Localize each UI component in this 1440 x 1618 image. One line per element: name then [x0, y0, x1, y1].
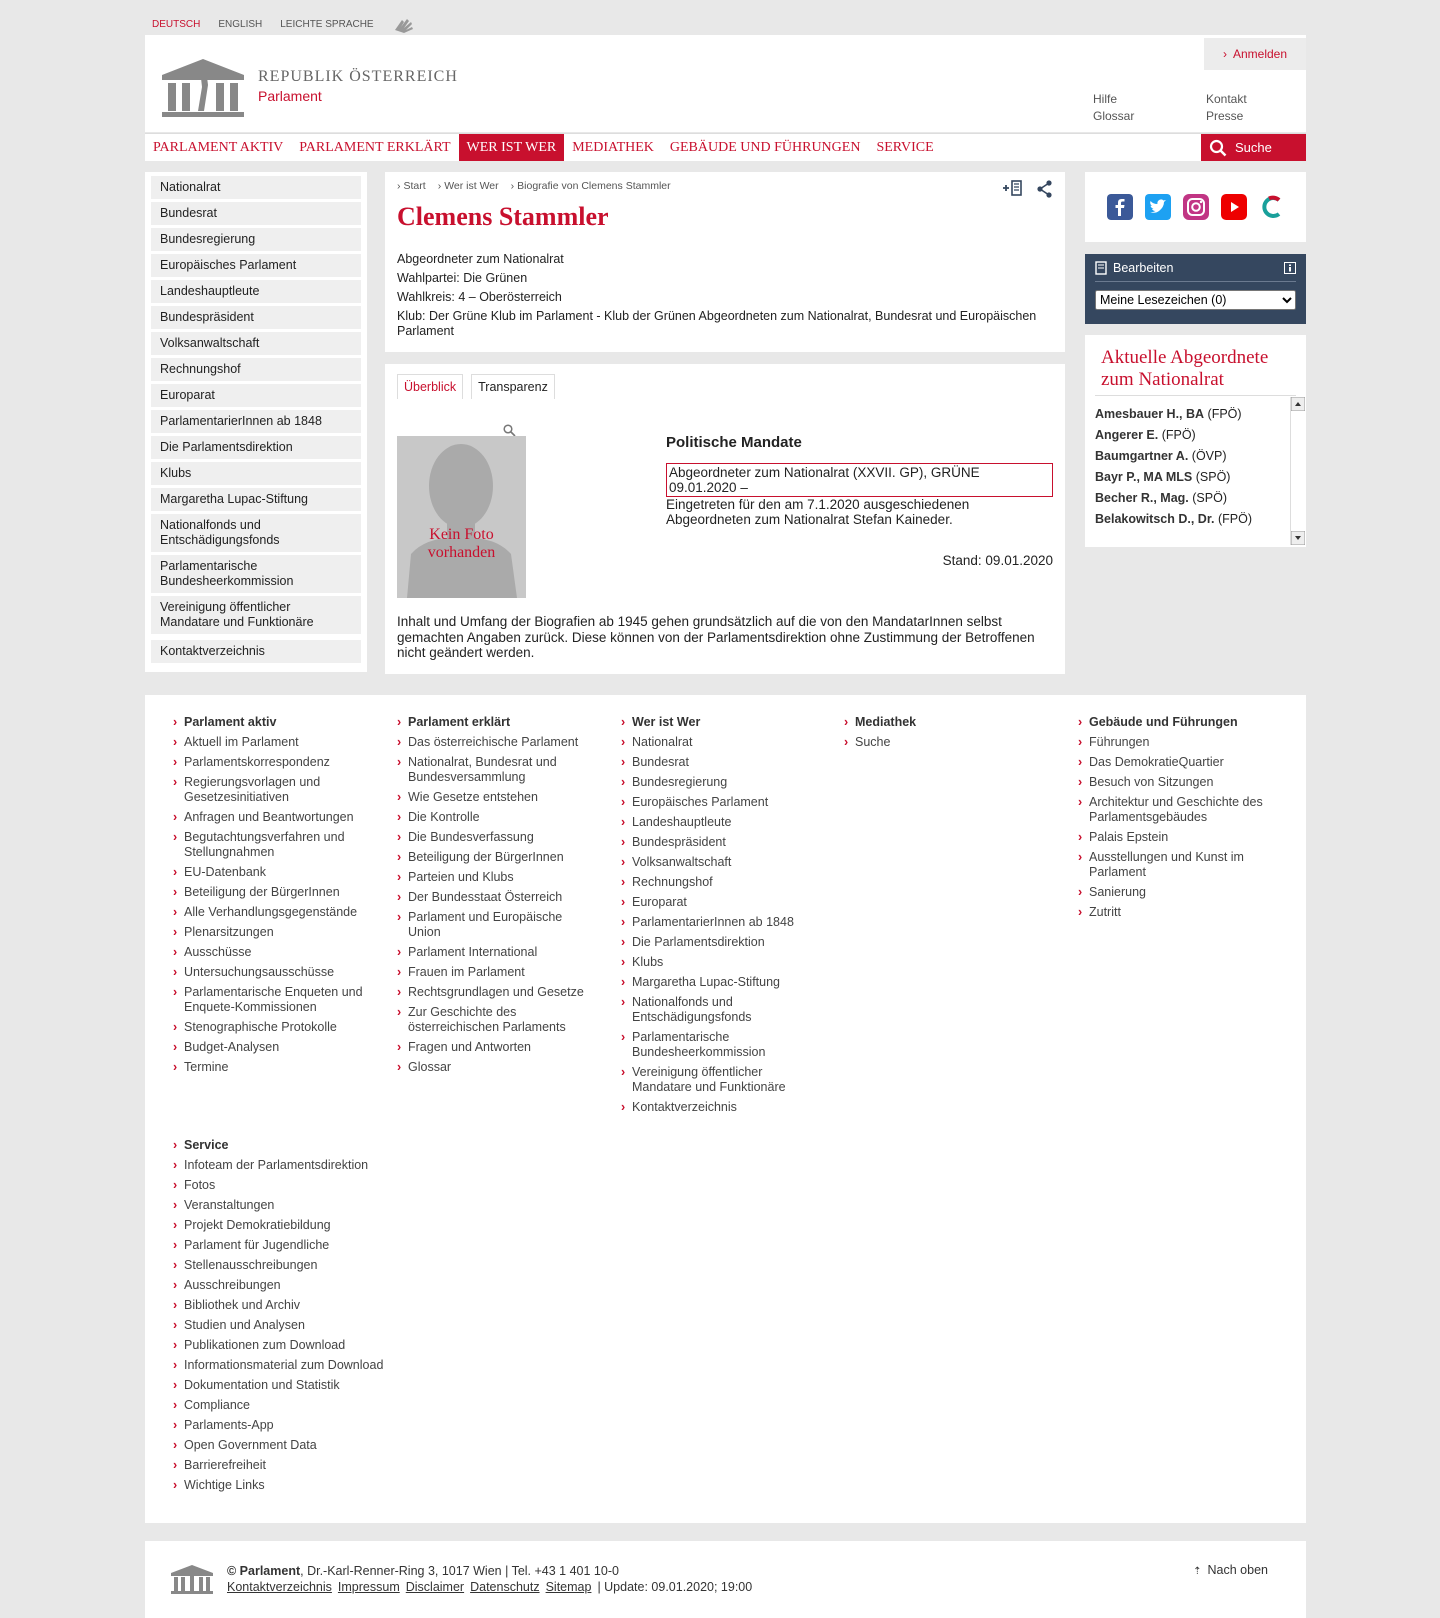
twitter-icon[interactable]: [1145, 194, 1171, 220]
footer-link[interactable]: › Bibliothek und Archiv: [173, 1298, 403, 1313]
sitemap-link[interactable]: Sitemap: [545, 1580, 592, 1594]
parliament-logo[interactable]: [160, 55, 458, 117]
sidebar-item-klubs[interactable]: Klubs: [151, 462, 361, 485]
footer-link[interactable]: › Zutritt: [1078, 905, 1268, 920]
sidebar-item-volksanwaltschaft[interactable]: Volksanwaltschaft: [151, 332, 361, 355]
language-bar: [152, 14, 418, 34]
breadcrumb: [397, 180, 1053, 192]
footer-link[interactable]: › Der Bundesstaat Österreich: [397, 890, 587, 905]
lang-easy-link[interactable]: LEICHTE SPRACHE: [280, 18, 374, 30]
header-links: [1093, 92, 1266, 123]
footer-col-wer-ist-wer: [621, 715, 801, 1120]
bookmarks-select[interactable]: [1095, 290, 1296, 310]
footer-link[interactable]: › Parlamentarische Enqueten und Enquete-Kommissionen: [173, 985, 383, 1015]
bookmark-icon: [1095, 261, 1107, 275]
footer-link[interactable]: › Glossar: [397, 1060, 587, 1075]
profile-card: [385, 172, 1065, 352]
parliament-building-icon: [160, 55, 246, 117]
footer-link[interactable]: › Projekt Demokratiebildung: [173, 1218, 403, 1233]
card-actions: [1003, 180, 1053, 198]
edit-label: Bearbeiten: [1113, 261, 1174, 275]
person-role: Abgeordneter zum Nationalrat: [397, 252, 564, 266]
footer-link[interactable]: › Frauen im Parlament: [397, 965, 587, 980]
footer-heading[interactable]: › Parlament aktiv: [173, 715, 383, 730]
list-item[interactable]: Bayr P., MA MLS (SPÖ): [1095, 470, 1231, 484]
footer-link[interactable]: › Führungen: [1078, 735, 1268, 750]
mandate-title: Abgeordneter zum Nationalrat (XXVII. GP), GRÜNE: [669, 465, 980, 480]
footer-link[interactable]: › Plenarsitzungen: [173, 925, 383, 940]
sidebar-item-landeshauptleute[interactable]: Landeshauptleute: [151, 280, 361, 303]
sidebar-item-kontaktverzeichnis[interactable]: Kontaktverzeichnis: [151, 640, 361, 663]
back-to-top-link[interactable]: ⇡ Nach oben: [1193, 1563, 1268, 1577]
nav-mediathek[interactable]: MEDIATHEK: [572, 139, 654, 155]
footer-link[interactable]: › Bundespräsident: [621, 835, 801, 850]
footer-link[interactable]: › Rechtsgrundlagen und Gesetze: [397, 985, 587, 1000]
footer-link[interactable]: › Regierungsvorlagen und Gesetzesinitiativen: [173, 775, 383, 805]
scroll-down-icon[interactable]: [1291, 531, 1305, 545]
tab-transparenz[interactable]: Transparenz: [471, 374, 555, 399]
footer-link[interactable]: › Stellenausschreibungen: [173, 1258, 403, 1273]
footer-link[interactable]: › Dokumentation und Statistik: [173, 1378, 403, 1393]
scroll-up-icon[interactable]: [1291, 397, 1305, 411]
share-icon[interactable]: [1037, 180, 1053, 198]
kontaktverzeichnis-link[interactable]: Kontaktverzeichnis: [227, 1580, 332, 1594]
footer-link[interactable]: › Nationalrat, Bundesrat und Bundesversammlung: [397, 755, 587, 785]
mandate-entry: [666, 463, 1053, 497]
nav-parlament-erklaert[interactable]: PARLAMENT ERKLÄRT: [299, 139, 451, 155]
footer-link[interactable]: › Compliance: [173, 1398, 403, 1413]
footer-link[interactable]: › Margaretha Lupac-Stiftung: [621, 975, 801, 990]
footer-link[interactable]: › Parlament und Europäische Union: [397, 910, 587, 940]
sidebar-item-lupac-stiftung[interactable]: Margaretha Lupac-Stiftung: [151, 488, 361, 511]
footer-link[interactable]: › Parlaments-App: [173, 1418, 403, 1433]
current-members-panel: [1085, 335, 1306, 547]
footer-link[interactable]: › Bundesrat: [621, 755, 801, 770]
page-title: Clemens Stammler: [397, 202, 609, 231]
impressum-link[interactable]: Impressum: [337, 1580, 400, 1594]
nav-gebaeude[interactable]: GEBÄUDE UND FÜHRUNGEN: [669, 139, 861, 155]
sidebar-item-parlamentsdirektion[interactable]: Die Parlamentsdirektion: [151, 436, 361, 459]
footer-link[interactable]: › Klubs: [621, 955, 801, 970]
list-item[interactable]: Amesbauer H., BA (FPÖ): [1095, 407, 1242, 421]
list-item[interactable]: Becher R., Mag. (SPÖ): [1095, 491, 1227, 505]
login-button[interactable]: › Anmelden: [1204, 38, 1306, 70]
facebook-icon[interactable]: [1107, 194, 1133, 220]
person-info: [397, 252, 1053, 339]
footer-link[interactable]: › Open Government Data: [173, 1438, 403, 1453]
footer-link[interactable]: › Wichtige Links: [173, 1478, 403, 1493]
footer-heading[interactable]: › Gebäude und Führungen: [1078, 715, 1268, 730]
footer-link[interactable]: › Die Parlamentsdirektion: [621, 935, 801, 950]
footer-col-service: [173, 1138, 403, 1498]
footer-link[interactable]: › Infoteam der Parlamentsdirektion: [173, 1158, 403, 1173]
footer-heading[interactable]: › Wer ist Wer: [621, 715, 801, 730]
footer-link[interactable]: › Aktuell im Parlament: [173, 735, 383, 750]
footer-link[interactable]: › Das österreichische Parlament: [397, 735, 587, 750]
footer-link[interactable]: › Wie Gesetze entstehen: [397, 790, 587, 805]
footer-link[interactable]: › Termine: [173, 1060, 383, 1075]
legal-info: [227, 1563, 752, 1595]
footer-link[interactable]: › Parlamentskorrespondenz: [173, 755, 383, 770]
sidebar-item-nationalrat[interactable]: Nationalrat: [151, 176, 361, 199]
copyright: © Parlament: [227, 1564, 301, 1578]
footer-link[interactable]: › Vereinigung öffentlicher Mandatare und Funktionäre: [621, 1065, 801, 1095]
footer-link[interactable]: › Alle Verhandlungsgegenstände: [173, 905, 383, 920]
footer-link[interactable]: › Beteiligung der BürgerInnen: [173, 885, 383, 900]
footer-link[interactable]: › Palais Epstein: [1078, 830, 1268, 845]
instagram-icon[interactable]: [1183, 194, 1209, 220]
breadcrumb-wer-ist-wer[interactable]: › Wer ist Wer: [438, 180, 499, 192]
footer-link[interactable]: › Stenographische Protokolle: [173, 1020, 383, 1035]
footer-link[interactable]: › Volksanwaltschaft: [621, 855, 801, 870]
footer-link[interactable]: › ParlamentarierInnen ab 1848: [621, 915, 801, 930]
footer-link[interactable]: › Parteien und Klubs: [397, 870, 587, 885]
datenschutz-link[interactable]: Datenschutz: [470, 1580, 540, 1594]
bookmarks-panel: [1085, 254, 1306, 324]
sidebar-item-bundesheerkommission[interactable]: Parlamentarische Bundesheerkommission: [151, 555, 361, 593]
sidebar-item-bundesregierung[interactable]: Bundesregierung: [151, 228, 361, 251]
footer-link[interactable]: › Veranstaltungen: [173, 1198, 403, 1213]
footer-link[interactable]: › Untersuchungsausschüsse: [173, 965, 383, 980]
footer-heading[interactable]: › Service: [173, 1138, 403, 1153]
nav-wer-ist-wer[interactable]: WER IST WER: [459, 134, 565, 161]
footer-link[interactable]: › Studien und Analysen: [173, 1318, 403, 1333]
lang-en-link[interactable]: ENGLISH: [218, 18, 263, 30]
sidebar-item-parlamentarier[interactable]: ParlamentarierInnen ab 1848: [151, 410, 361, 433]
glossary-link[interactable]: Glossar: [1093, 109, 1135, 123]
nav-service[interactable]: SERVICE: [876, 139, 934, 155]
help-link[interactable]: Hilfe: [1093, 92, 1118, 106]
footer-link[interactable]: › Suche: [844, 735, 1044, 750]
logo-subtitle: Parlament: [258, 88, 322, 104]
footer-col-parlament-erklaert: [397, 715, 587, 1080]
logo-title: REPUBLIK ÖSTERREICH: [258, 68, 458, 85]
footer-link[interactable]: › Nationalfonds und Entschädigungsfonds: [621, 995, 801, 1025]
person-district: Wahlkreis: 4 – Oberösterreich: [397, 290, 562, 304]
breadcrumb-current: › Biografie von Clemens Stammler: [511, 180, 671, 192]
footer-link[interactable]: › Europäisches Parlament: [621, 795, 801, 810]
current-members-heading: Aktuelle Abgeordnete zum Nationalrat: [1101, 347, 1269, 390]
mandate-note: Eingetreten für den am 7.1.2020 ausgeschiedenen Abgeordneten zum Nationalrat Stefan Kaineder.: [666, 497, 970, 527]
sidebar-nav: [145, 172, 367, 672]
footer-link[interactable]: › Parlament für Jugendliche: [173, 1238, 403, 1253]
footer-link[interactable]: › Fragen und Antworten: [397, 1040, 587, 1055]
footer-link[interactable]: › Ausschreibungen: [173, 1278, 403, 1293]
footer-link[interactable]: › Ausstellungen und Kunst im Parlament: [1078, 850, 1268, 880]
footer-link[interactable]: › Parlament International: [397, 945, 587, 960]
footer-link[interactable]: › Beteiligung der BürgerInnen: [397, 850, 587, 865]
footer-link[interactable]: › Das DemokratieQuartier: [1078, 755, 1268, 770]
footer-link[interactable]: › Bundesregierung: [621, 775, 801, 790]
social-links: [1085, 172, 1306, 242]
footer-link[interactable]: › Nationalrat: [621, 735, 801, 750]
footer-link[interactable]: › Zur Geschichte des österreichischen Parlaments: [397, 1005, 587, 1035]
bookmark-add-icon[interactable]: [1003, 180, 1023, 198]
mandates-heading: Politische Mandate: [666, 434, 802, 451]
footer-link[interactable]: › Besuch von Sitzungen: [1078, 775, 1268, 790]
footer-link[interactable]: › Die Bundesverfassung: [397, 830, 587, 845]
contact-link[interactable]: Kontakt: [1206, 92, 1247, 106]
list-item[interactable]: Belakowitsch D., Dr. (FPÖ): [1095, 512, 1252, 526]
info-icon[interactable]: [1284, 262, 1296, 274]
footer-link[interactable]: › EU-Datenbank: [173, 865, 383, 880]
sidebar-item-bundesrat[interactable]: Bundesrat: [151, 202, 361, 225]
footer-link[interactable]: › Landeshauptleute: [621, 815, 801, 830]
members-list: [1085, 396, 1306, 546]
footer-col-parlament-aktiv: [173, 715, 383, 1080]
person-club: Klub: Der Grüne Klub im Parlament - Klub der Grünen Abgeordneten zum Nationalrat, Bundesrat und Europäischen Parlament: [397, 309, 1037, 338]
lang-de-link[interactable]: DEUTSCH: [152, 18, 201, 30]
arrow-up-icon: ⇡: [1193, 1566, 1202, 1577]
footer-heading[interactable]: › Parlament erklärt: [397, 715, 587, 730]
breadcrumb-start[interactable]: › Start: [397, 180, 426, 192]
footer-link[interactable]: › Barrierefreiheit: [173, 1458, 403, 1473]
page-bottom-bar: [145, 1541, 1306, 1618]
mandate-date: 09.01.2020 –: [669, 480, 748, 495]
footer-link[interactable]: › Sanierung: [1078, 885, 1268, 900]
site-header: [145, 35, 1306, 132]
sidebar-item-nationalfonds[interactable]: Nationalfonds und Entschädigungsfonds: [151, 514, 361, 552]
footer-link[interactable]: › Fotos: [173, 1178, 403, 1193]
footer-link[interactable]: › Parlamentarische Bundesheerkommission: [621, 1030, 801, 1060]
tab-ueberblick[interactable]: Überblick: [397, 374, 463, 399]
bio-disclaimer: Inhalt und Umfang der Biografien ab 1945 gehen grundsätzlich auf die von den MandatarInnen selbst gemachten Angaben zurück. Diese können von der Parlamentsdirektion ohne Zustimmung der Betroffenen nicht geändert werden.: [397, 614, 1035, 660]
footer-link[interactable]: › Publikationen zum Download: [173, 1338, 403, 1353]
person-silhouette-icon: [397, 436, 526, 598]
footer-link[interactable]: › Budget-Analysen: [173, 1040, 383, 1055]
footer-link[interactable]: › Die Kontrolle: [397, 810, 587, 825]
search-button[interactable]: Suche: [1201, 134, 1306, 161]
person-photo-placeholder: [397, 436, 526, 598]
footer-link[interactable]: › Rechnungshof: [621, 875, 801, 890]
demokratiewebstatt-icon[interactable]: [1259, 194, 1285, 220]
stand-date: Stand: 09.01.2020: [942, 553, 1053, 568]
no-photo-label: Kein Foto vorhanden: [427, 526, 496, 561]
youtube-icon[interactable]: [1221, 194, 1247, 220]
footer-link[interactable]: › Architektur und Geschichte des Parlamentsgebäudes: [1078, 795, 1268, 825]
footer-link[interactable]: › Kontaktverzeichnis: [621, 1100, 801, 1115]
sidebar-item-vereinigung[interactable]: Vereinigung öffentlicher Mandatare und Funktionäre: [151, 596, 361, 634]
biography-card: [385, 364, 1065, 674]
chevron-right-icon: ›: [1222, 47, 1227, 61]
mandates-section: [666, 434, 1053, 568]
list-item[interactable]: Baumgartner A. (ÖVP): [1095, 449, 1227, 463]
footer-link[interactable]: › Europarat: [621, 895, 801, 910]
tab-bar: [397, 374, 1053, 399]
main-navigation: [145, 133, 1306, 161]
search-icon: [1209, 139, 1227, 157]
parliament-small-logo-icon: [170, 1563, 214, 1595]
update-info: | Update: 09.01.2020; 19:00: [597, 1580, 753, 1594]
list-item[interactable]: Angerer E. (FPÖ): [1095, 428, 1196, 442]
sidebar-item-europarat[interactable]: Europarat: [151, 384, 361, 407]
footer-heading[interactable]: › Mediathek: [844, 715, 1044, 730]
sign-language-icon[interactable]: [392, 14, 418, 34]
members-scrollbar[interactable]: [1290, 397, 1304, 545]
footer-sitemap: [145, 695, 1306, 1523]
footer-link[interactable]: › Anfragen und Beantwortungen: [173, 810, 383, 825]
footer-col-gebaeude: [1078, 715, 1268, 925]
footer-link[interactable]: › Informationsmaterial zum Download: [173, 1358, 403, 1373]
footer-link[interactable]: › Ausschüsse: [173, 945, 383, 960]
footer-col-mediathek: [844, 715, 1044, 755]
sidebar-item-europaeisches-parlament[interactable]: Europäisches Parlament: [151, 254, 361, 277]
press-link[interactable]: Presse: [1206, 109, 1244, 123]
footer-link[interactable]: › Begutachtungsverfahren und Stellungnahmen: [173, 830, 383, 860]
person-party: Wahlpartei: Die Grünen: [397, 271, 528, 285]
address: , Dr.-Karl-Renner-Ring 3, 1017 Wien | Tel. +43 1 401 10-0: [300, 1564, 619, 1578]
disclaimer-link[interactable]: Disclaimer: [405, 1580, 465, 1594]
nav-parlament-aktiv[interactable]: PARLAMENT AKTIV: [153, 139, 284, 155]
sidebar-item-rechnungshof[interactable]: Rechnungshof: [151, 358, 361, 381]
sidebar-item-bundespraesident[interactable]: Bundespräsident: [151, 306, 361, 329]
